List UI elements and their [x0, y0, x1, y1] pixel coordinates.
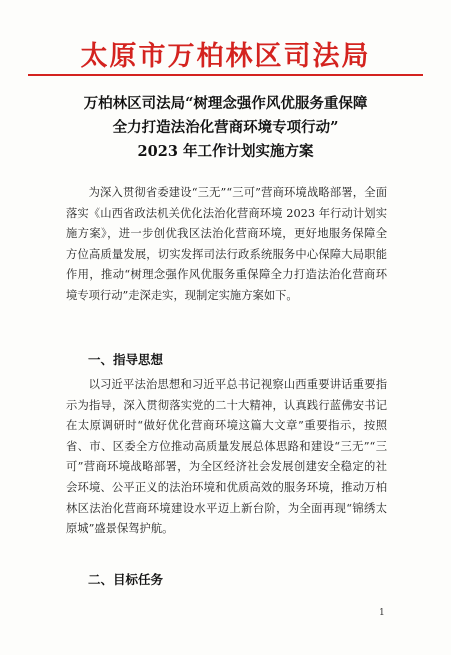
title-line-3: 2023 年工作计划实施方案 [137, 143, 314, 160]
letterhead-divider [28, 74, 423, 76]
document-title [30, 92, 421, 164]
section-1-body [66, 375, 387, 540]
title-line-1: 万柏林区司法局“树理念强作风优服务重保障 [83, 95, 368, 112]
section-2-heading: 二、目标任务 [88, 572, 164, 587]
section-1-heading: 一、指导思想 [88, 352, 164, 367]
section-1-paragraph: 以习近平法治思想和习近平总书记视察山西重要讲话重要指示为指导，深入贯彻落实党的二十大精神，认真践行蓝佛安书记在太原调研时“做好优化营商环境这篇大文章”重要指示，按照省、市、区委全方位推动高质量发展总体思路和建设“三无”“三可”营商环境战略部署，为全区经济社会发展创建安全稳定的社会环境、公平正义的法治环境和优质高效的服务环境，推动万柏林区法治化营商环境建设水平迈上新台阶，为全面再现“锦绣太原城”盛景保驾护航。 [66, 378, 387, 536]
intro-paragraph: 为深入贯彻省委建设“三无”“三可”营商环境战略部署，全面落实《山西省政法机关优化法治化营商环境 2023 年行动计划实施方案》，进一步创优我区法治化营商环境，更好地服务保障全方位高质量发展，切实发挥司法行政系统服务中心保障大局职能作用，推动“树理念强作风优服务重保障全力打造法治化营商环境专项行动”走深走实，现制定实施方案如下。 [66, 186, 387, 302]
page-number: 1 [379, 608, 385, 618]
intro-section [66, 183, 387, 307]
title-line-2: 全力打造法治化营商环境专项行动” [112, 119, 339, 136]
letterhead-title: 太原市万柏林区司法局 [80, 41, 371, 72]
